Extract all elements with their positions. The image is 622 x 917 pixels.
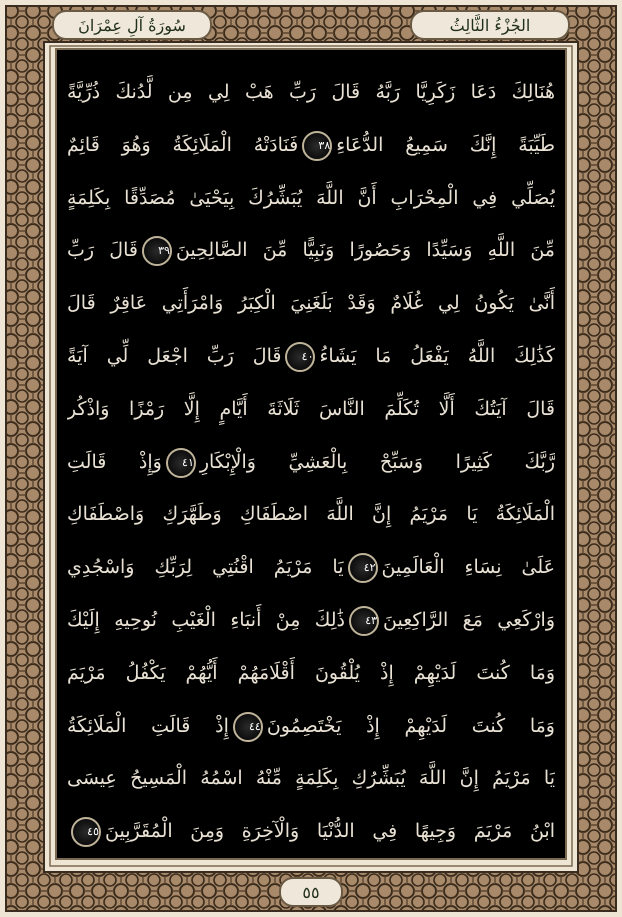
ayah-number-marker: ٤٥ xyxy=(71,817,101,847)
verse-line xyxy=(67,488,555,541)
verse-line xyxy=(67,541,555,594)
juz-label: الجُزْءُ الثَّالِثُ xyxy=(410,10,570,40)
surah-label: سُورَةُ آلِ عِمْرَانَ xyxy=(52,10,212,40)
verse-line xyxy=(67,647,555,700)
verse-text: يَا مَرْيَمُ اقْنُتِي لِرَبِّكِ وَاسْجُدِي xyxy=(67,556,344,579)
verse-lines xyxy=(67,66,555,858)
ayah-number-marker: ٤٢ xyxy=(348,553,378,583)
verse-text: وَمَا كُنتَ لَدَيْهِمْ إِذْ يَخْتَصِمُونَ xyxy=(266,714,555,737)
verse-text: يُصَلِّي فِي الْمِحْرَابِ أَنَّ اللَّهَ يُبَشِّرُكَ بِيَحْيَىٰ مُصَدِّقًا بِكَلِمَةٍ xyxy=(67,186,555,209)
verse-text: مِّنَ اللَّهِ وَسَيِّدًا وَحَصُورًا وَنَبِيًّا مِّنَ الصَّالِحِينَ xyxy=(175,239,555,262)
verse-text: يَا مَرْيَمُ إِنَّ اللَّهَ يُبَشِّرُكِ بِكَلِمَةٍ مِّنْهُ اسْمُهُ الْمَسِيحُ عِيسَى xyxy=(67,767,555,790)
verse-text: أَنَّىٰ يَكُونُ لِي غُلَامٌ وَقَدْ بَلَغَنِيَ الْكِبَرُ وَامْرَأَتِي عَاقِرٌ قَالَ xyxy=(67,292,555,315)
verse-text: فَنَادَتْهُ الْمَلَائِكَةُ وَهُوَ قَائِمٌ xyxy=(67,133,299,156)
ayah-number-marker: ٤٠ xyxy=(285,342,315,372)
ayah-number-marker: ٤١ xyxy=(166,448,196,478)
verse-text: وَإِذْ قَالَتِ xyxy=(67,450,162,473)
verse-text: كَذَٰلِكَ اللَّهُ يَفْعَلُ مَا يَشَاءُ xyxy=(319,344,555,367)
verse-text: إِذْ قَالَتِ الْمَلَائِكَةُ xyxy=(67,714,229,737)
ayah-number-marker: ٤٣ xyxy=(349,606,379,636)
verse-line xyxy=(67,383,555,436)
verse-text: قَالَ رَبِّ اجْعَل لِّي آيَةً xyxy=(67,344,282,367)
verse-line xyxy=(67,594,555,647)
verse-text: طَيِّبَةً إِنَّكَ سَمِيعُ الدُّعَاءِ xyxy=(336,133,555,156)
verse-line xyxy=(67,172,555,225)
ayah-number-marker: ٣٨ xyxy=(302,131,332,161)
verse-text: قَالَ رَبِّ xyxy=(67,239,138,262)
verse-line xyxy=(67,330,555,383)
verse-text: هُنَالِكَ دَعَا زَكَرِيَّا رَبَّهُ قَالَ رَبِّ هَبْ لِي مِن لَّدُنكَ ذُرِّيَّةً xyxy=(67,81,555,103)
verse-line xyxy=(67,700,555,753)
verse-text: وَمَا كُنتَ لَدَيْهِمْ إِذْ يُلْقُونَ أَقْلَامَهُمْ أَيُّهُمْ يَكْفُلُ مَرْيَمَ xyxy=(67,661,555,684)
ayah-number-marker: ٤٤ xyxy=(233,712,263,742)
verse-text: قَالَ آيَتُكَ أَلَّا تُكَلِّمَ النَّاسَ ثَلَاثَةَ أَيَّامٍ إِلَّا رَمْزًا وَاذْكُر xyxy=(67,397,555,420)
verse-text: عَلَىٰ نِسَاءِ الْعَالَمِينَ xyxy=(381,556,555,579)
verse-text: ذَٰلِكَ مِنْ أَنبَاءِ الْغَيْبِ نُوحِيهِ إِلَيْكَ xyxy=(67,608,346,631)
text-panel xyxy=(55,48,567,860)
verse-text: ابْنُ مَرْيَمَ وَجِيهًا فِي الدُّنْيَا وَالْآخِرَةِ وَمِنَ الْمُقَرَّبِينَ xyxy=(105,820,555,843)
verse-line xyxy=(67,277,555,330)
verse-line xyxy=(67,805,555,858)
verse-line xyxy=(67,436,555,489)
page-header xyxy=(52,8,570,42)
verse-line xyxy=(67,224,555,277)
verse-text: رَّبَّكَ كَثِيرًا وَسَبِّحْ بِالْعَشِيِّ وَالْإِبْكَارِ xyxy=(199,450,555,473)
verse-line xyxy=(67,119,555,172)
verse-line xyxy=(67,66,555,119)
verse-text: وَارْكَعِي مَعَ الرَّاكِعِينَ xyxy=(383,608,555,631)
page-number: ٥٥ xyxy=(279,877,343,907)
verse-text: الْمَلَائِكَةُ يَا مَرْيَمُ إِنَّ اللَّهَ اصْطَفَاكِ وَطَهَّرَكِ وَاصْطَفَاكِ xyxy=(67,503,555,526)
verse-line xyxy=(67,752,555,805)
ayah-number-marker: ٣٩ xyxy=(142,236,172,266)
